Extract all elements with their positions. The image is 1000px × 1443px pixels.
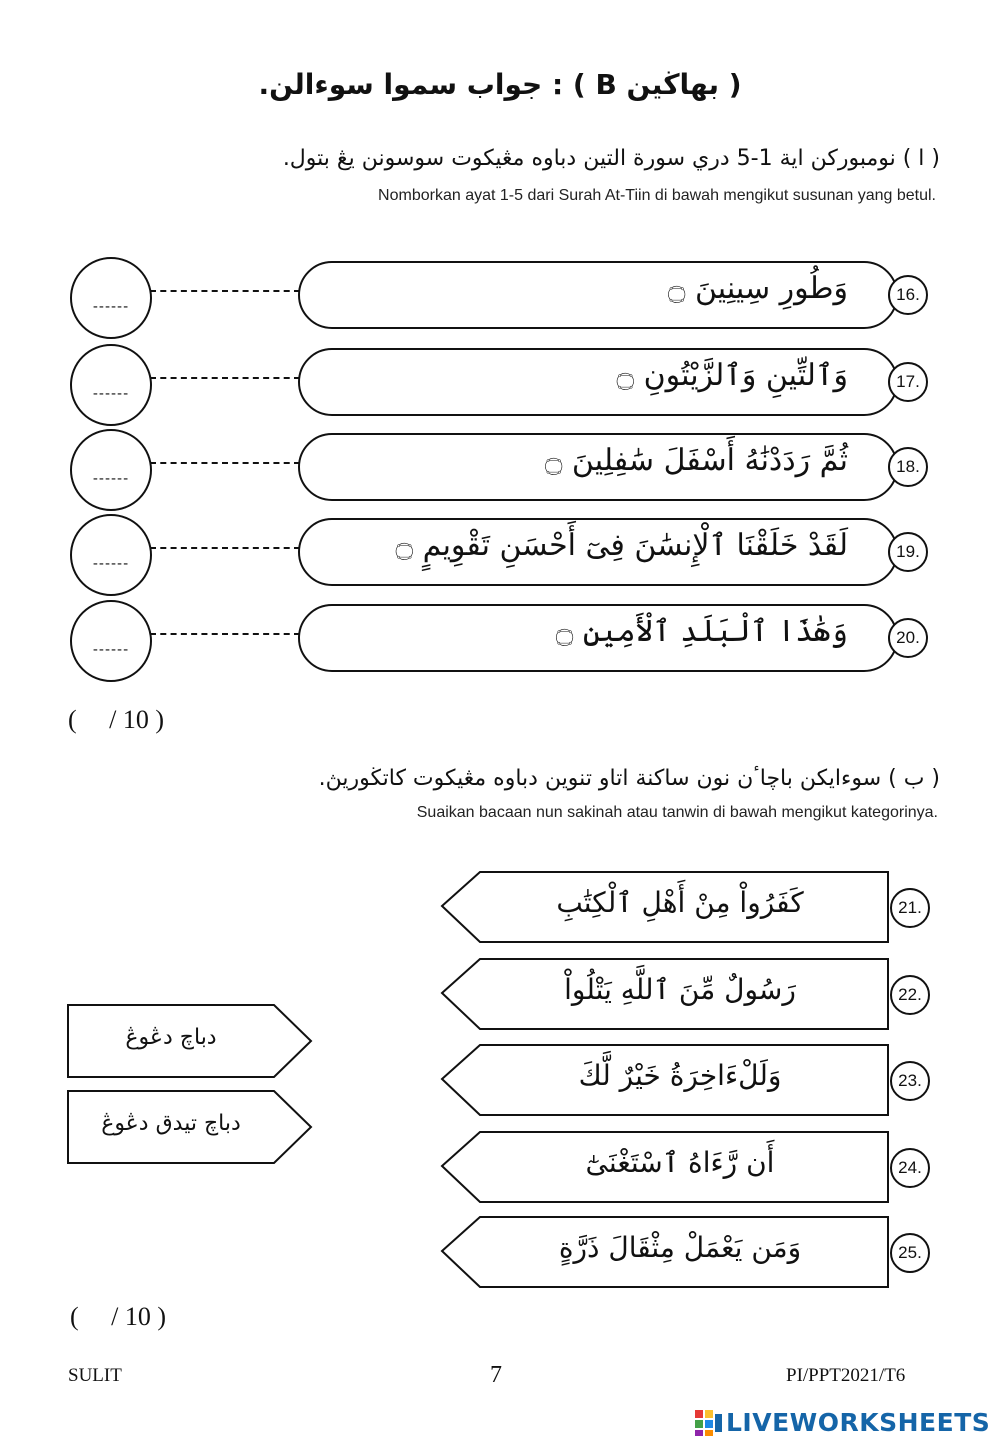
answer-blank: ------ bbox=[92, 556, 130, 572]
answer-blank: ------ bbox=[92, 299, 130, 315]
verse-text: ثُمَّ رَدَدْنَٰهُ أَسْفَلَ سَٰفِلِينَ ۝ bbox=[544, 443, 848, 478]
part-b-score: ( / 10 ) bbox=[70, 1302, 167, 1331]
connector-line bbox=[150, 290, 300, 292]
phrase-arrow-box[interactable] bbox=[440, 1215, 892, 1291]
question-number: 16. bbox=[888, 275, 928, 315]
question-number: 25. bbox=[890, 1233, 930, 1273]
part-a-score: ( / 10 ) bbox=[68, 705, 165, 734]
connector-line bbox=[150, 377, 300, 379]
question-number: 18. bbox=[888, 447, 928, 487]
logo-text: LIVEWORKSHEETS bbox=[726, 1408, 991, 1437]
verse-text: وَطُورِ سِينِينَ ۝ bbox=[667, 271, 848, 306]
answer-circle[interactable] bbox=[70, 344, 152, 426]
answer-blank: ------ bbox=[92, 471, 130, 487]
verse-text: وَٱلتِّينِ وَٱلزَّيْتُونِ ۝ bbox=[616, 358, 848, 393]
phrase-text: كَفَرُواْ مِنْ أَهْلِ ٱلْكِتَٰبِ bbox=[556, 886, 804, 919]
answer-blank: ------ bbox=[92, 642, 130, 658]
answer-circle[interactable] bbox=[70, 600, 152, 682]
question-number: 21. bbox=[890, 888, 930, 928]
part-a-instruction-malay: Nomborkan ayat 1-5 dari Surah At-Tiin di bawah mengikut susunan yang betul. bbox=[378, 187, 936, 204]
phrase-text: أَن رَّءَاهُ ٱسْتَغْنَىٰٓ bbox=[585, 1146, 775, 1179]
category-label: دباچ تيدق دڠوڠ bbox=[101, 1111, 241, 1136]
phrase-text: رَسُولٌ مِّنَ ٱللَّهِ يَتْلُواْ bbox=[564, 973, 796, 1006]
answer-circle[interactable] bbox=[70, 514, 152, 596]
question-number: 23. bbox=[890, 1061, 930, 1101]
section-title: ( بهاڬين B ) : جواب سموا سوءالن. bbox=[258, 68, 742, 101]
footer-code: PI/PPT2021/T6 bbox=[786, 1365, 906, 1386]
phrase-text: وَمَن يَعْمَلْ مِثْقَالَ ذَرَّةٍ bbox=[558, 1231, 802, 1264]
answer-blank: ------ bbox=[92, 386, 130, 402]
connector-line bbox=[150, 462, 300, 464]
question-number: 22. bbox=[890, 975, 930, 1015]
phrase-text: وَلَلْءَاخِرَةُ خَيْرٌ لَّكَ bbox=[578, 1059, 782, 1092]
question-number: 24. bbox=[890, 1148, 930, 1188]
part-b-instruction-malay: Suaikan bacaan nun sakinah atau tanwin di bawah mengikut kategorinya. bbox=[416, 804, 938, 821]
connector-line bbox=[150, 633, 300, 635]
question-number: 17. bbox=[888, 362, 928, 402]
category-label: دباچ دڠوڠ bbox=[125, 1025, 217, 1050]
question-number: 19. bbox=[888, 532, 928, 572]
page-number: 7 bbox=[490, 1362, 502, 1388]
category-tag-tidak-dengung[interactable] bbox=[66, 1089, 314, 1165]
answer-circle[interactable] bbox=[70, 429, 152, 511]
liveworksheets-logo bbox=[694, 1408, 990, 1437]
verse-text: لَقَدْ خَلَقْنَا ٱلْإِنسَٰنَ فِىٓ أَحْسَنِ تَقْوِيمٍ ۝ bbox=[395, 528, 848, 563]
part-b-instruction-jawi: ( ب ) سوءايكن باچاٴن نون ساكنة اتاو تنوين دباوه مڠيكوت كاتڬوريڽ. bbox=[318, 766, 940, 791]
phrase-arrow-box[interactable] bbox=[440, 1130, 892, 1206]
phrase-arrow-box[interactable] bbox=[440, 957, 892, 1033]
phrase-arrow-box[interactable] bbox=[440, 1043, 892, 1119]
phrase-arrow-box[interactable] bbox=[440, 870, 892, 946]
verse-text: وَهَٰذَا ٱلْبَلَدِ ٱلْأَمِينِ ۝ bbox=[555, 614, 848, 649]
footer-classification: SULIT bbox=[68, 1365, 122, 1386]
category-tag-dengung[interactable] bbox=[66, 1003, 314, 1079]
liveworksheets-icon bbox=[694, 1409, 724, 1437]
question-number: 20. bbox=[888, 618, 928, 658]
answer-circle[interactable] bbox=[70, 257, 152, 339]
connector-line bbox=[150, 547, 300, 549]
part-a-instruction-jawi: ( ا ) نومبوركن اية 1-5 دري سورة التين دباوه مڠيكوت سوسونن يڠ بتول. bbox=[282, 146, 940, 171]
